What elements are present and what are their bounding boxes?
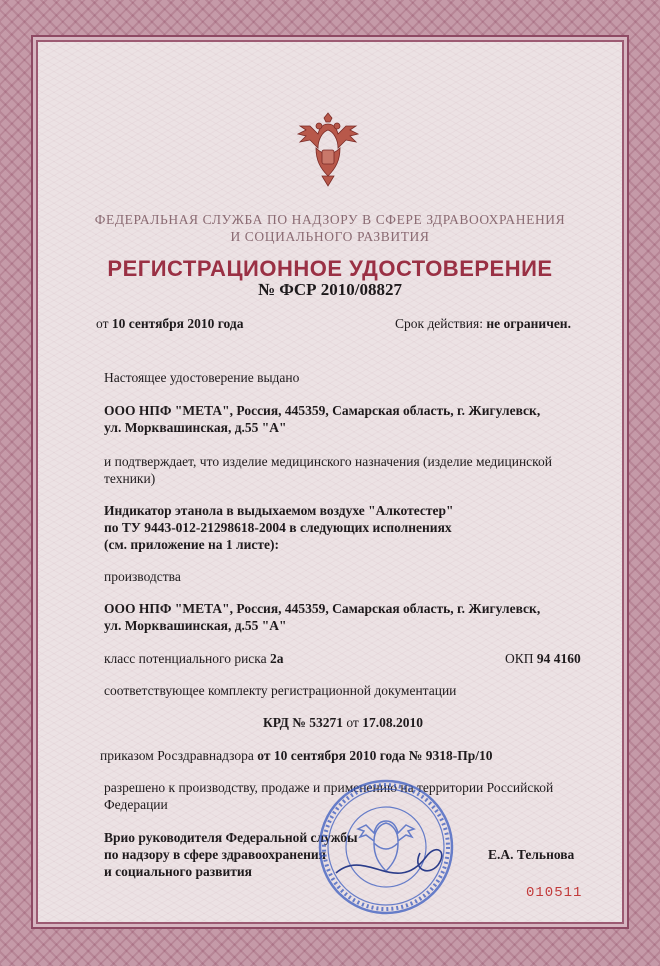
issuer-line1: ООО НПФ "МЕТА", Россия, 445359, Самарская область, г. Жигулевск, — [104, 403, 541, 418]
production-label: производства — [104, 569, 181, 584]
issue-date — [96, 315, 243, 332]
manufacturer-line2: ул. Морквашинская, д.55 "А" — [104, 618, 287, 633]
okp-value: 94 4160 — [536, 651, 581, 666]
permission-line1: разрешено к производству, продаже и применению на территории Российской — [104, 780, 554, 795]
order-prefix: приказом Росздравнадзора — [100, 748, 254, 763]
risk-class — [104, 650, 284, 667]
confirm-line2: техники) — [104, 471, 156, 486]
issue-date-prefix: от — [96, 316, 109, 331]
document-title: РЕГИСТРАЦИОННОЕ УДОСТОВЕРЕНИЕ — [107, 256, 553, 281]
order-reference — [100, 747, 493, 764]
serial-number: 010511 — [526, 885, 583, 901]
risk-class-value: 2а — [270, 651, 284, 666]
signatory-name: Е.А. Тельнова — [488, 847, 575, 862]
product-line3: (см. приложение на 1 листе): — [104, 537, 279, 552]
confirm-line1: и подтверждает, что изделие медицинского назначения (изделие медицинской — [104, 454, 553, 469]
krd-reference — [263, 714, 423, 731]
manufacturer-line1: ООО НПФ "МЕТА", Россия, 445359, Самарская область, г. Жигулевск, — [104, 601, 541, 616]
order-value: от 10 сентября 2010 года № 9318-Пр/10 — [257, 748, 493, 763]
product-line2: по ТУ 9443-012-21298618-2004 в следующих исполнениях — [104, 520, 452, 535]
validity — [395, 315, 571, 332]
okp-code — [505, 650, 581, 667]
signatory-line1: Врио руководителя Федеральной службы — [104, 830, 358, 845]
krd-date: 17.08.2010 — [362, 715, 423, 730]
agency-name-line2: И СОЦИАЛЬНОГО РАЗВИТИЯ — [230, 229, 430, 244]
signatory-line3: и социального развития — [104, 864, 252, 879]
krd-from: от — [346, 715, 359, 730]
validity-label: Срок действия: — [395, 316, 483, 331]
issued-label: Настоящее удостоверение выдано — [104, 370, 300, 385]
issuer-line2: ул. Морквашинская, д.55 "А" — [104, 420, 287, 435]
product-line1: Индикатор этанола в выдыхаемом воздухе "Алкотестер" — [104, 503, 454, 518]
signatory-line2: по надзору в сфере здравоохранения — [104, 847, 326, 862]
kit-label: соответствующее комплекту регистрационной документации — [104, 683, 457, 698]
risk-class-label: класс потенциального риска — [104, 651, 267, 666]
certificate-body — [38, 42, 622, 922]
validity-value: не ограничен. — [486, 316, 571, 331]
double-headed-eagle-emblem — [288, 110, 368, 190]
issue-date-value: 10 сентября 2010 года — [111, 316, 244, 331]
certificate-number: № ФСР 2010/08827 — [257, 280, 403, 299]
permission-line2: Федерации — [104, 797, 168, 812]
okp-label: ОКП — [505, 651, 534, 666]
official-seal-stamp — [316, 777, 456, 917]
agency-name-line1: ФЕДЕРАЛЬНАЯ СЛУЖБА ПО НАДЗОРУ В СФЕРЕ ЗДРАВООХРАНЕНИЯ — [94, 212, 566, 227]
krd-number: КРД № 53271 — [263, 715, 343, 730]
